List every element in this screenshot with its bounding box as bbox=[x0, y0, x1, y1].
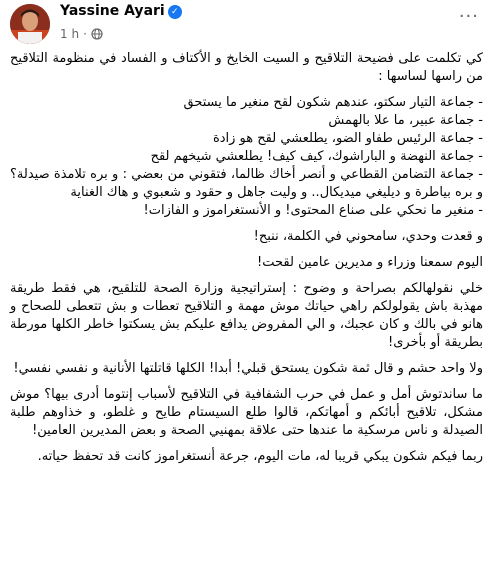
post-paragraph: خلي نقولهالكم بصراحة و وضوح : إستراتيجية وزارة الصحة للتلقيح، هي فقط طريقة مهذبة باش يقولولكم راهي حياتك موش مهمة و التلاقيح تعطات و بش تتعطى للصحاح و هانو في بالك و كان عجبك، و الي المفروض يدافع عليكم بش يسكتوا خاطر الكلها مورطة بطريقة أو بأخرى! bbox=[10, 281, 483, 350]
post-paragraph: ما ساندتوش أمل و عمل في حرب الشفافية في التلاقيح لأسباب إنتوما أدرى بيها؟ موش مشكل، تلاقيح أبائكم و أمهاتكم، قالوا طلع السيستام طايح و غلطو، و خذاوهم طلبة الصيدلة و ناس مرسكية ما عندها حتى علاقة بمهنيي الصحة و بعض المديرين العامين! bbox=[10, 387, 483, 438]
more-options-icon[interactable]: ··· bbox=[458, 6, 479, 27]
post-meta bbox=[60, 27, 103, 41]
list-item: - جماعة عبير، ما علا بالهمش bbox=[10, 112, 483, 130]
post-paragraph: ربما فيكم شكون يبكي قريبا له، مات اليوم، جرعة أنستغراموز كانت قد تحفظ حياته. bbox=[37, 449, 483, 464]
post-list bbox=[10, 94, 483, 220]
post-time[interactable]: 1 h bbox=[60, 27, 80, 41]
profile-photo-icon bbox=[10, 4, 50, 44]
post-intro: كي تكلمت على فضيحة التلاقيح و السيت الخايخ و الأكتاف و الفساد في منظومة التلاقيح من راسها لساسها : bbox=[10, 51, 483, 84]
list-item: - جماعة النهضة و الباراشوك، كيف كيف! يطلعشي شيخهم لقح bbox=[10, 148, 483, 166]
author-name-label: Yassine Ayari bbox=[60, 3, 165, 19]
post-body bbox=[10, 50, 483, 474]
list-item: - جماعة التيار سكتو، عندهم شكون لقح منغير ما يستحق bbox=[10, 94, 483, 112]
post-paragraph: اليوم سمعنا وزراء و مديرين عامين لقحت! bbox=[257, 255, 483, 270]
list-item: - جماعة الرئيس طفاو الضو، يطلعشي لقح هو زادة bbox=[10, 130, 483, 148]
post-paragraph: ولا واحد حشم و قال ثمة شكون يستحق قبلي! أبدا! الكلها قاتلتها الأنانية و نفسي نفسي! bbox=[13, 361, 483, 376]
post-header bbox=[0, 0, 493, 50]
avatar[interactable] bbox=[10, 4, 50, 44]
author-name[interactable] bbox=[60, 3, 182, 19]
list-item: - منغير ما نحكي على صناع المحتوى! و الأنستغراموز و الفازات! bbox=[10, 202, 483, 220]
verified-badge-icon: ✓ bbox=[168, 5, 182, 19]
meta-separator: · bbox=[83, 27, 87, 41]
globe-icon[interactable] bbox=[91, 28, 103, 40]
post-paragraph: و قعدت وحدي، سامحوني في الكلمة، ننبح! bbox=[253, 229, 483, 244]
list-item: - جماعة التضامن القطاعي و أنصر أخاك ظالما، فتقوني من بعضي : و بره تلامذة صيدلة؟ و بره بياطرة و ديليغي ميديكال.. و وليت جاهل و حقود و شعبوي و هاك الغناية bbox=[10, 166, 483, 202]
